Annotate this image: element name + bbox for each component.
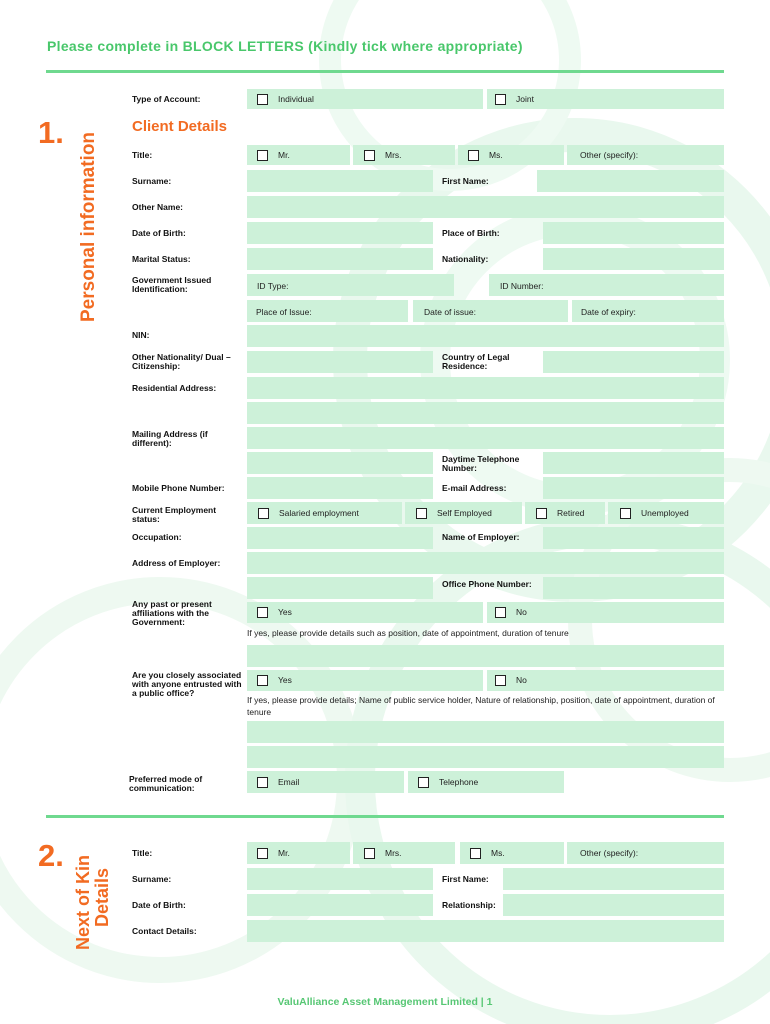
checkbox[interactable] bbox=[258, 508, 269, 519]
employment-retired[interactable]: Retired bbox=[536, 508, 584, 519]
nok-first-name-label: First Name: bbox=[442, 874, 489, 884]
first-name-field[interactable] bbox=[537, 170, 724, 192]
account-joint[interactable]: Joint bbox=[495, 94, 534, 105]
nok-title-mrs[interactable]: Mrs. bbox=[364, 848, 402, 859]
occupation-field[interactable] bbox=[247, 527, 433, 549]
daytime-phone-label: Daytime Telephone Number: bbox=[442, 454, 520, 473]
title-label: Title: bbox=[132, 150, 153, 160]
nok-relationship-label: Relationship: bbox=[442, 900, 496, 910]
public-office-details-field-1[interactable] bbox=[247, 721, 724, 743]
checkbox[interactable] bbox=[257, 607, 268, 618]
public-office-label: Are you closely associated with anyone entrusted with a public office? bbox=[132, 670, 242, 698]
employment-status-label: Current Employment status: bbox=[132, 505, 217, 524]
title-other-label: Other (specify): bbox=[580, 150, 639, 160]
employer-address-label: Address of Employer: bbox=[132, 558, 221, 568]
nin-field[interactable] bbox=[247, 325, 724, 347]
office-phone-field[interactable] bbox=[543, 577, 724, 599]
nok-title-other-label: Other (specify): bbox=[580, 848, 639, 858]
place-of-birth-field[interactable] bbox=[543, 222, 724, 244]
email-label: E-mail Address: bbox=[442, 483, 507, 493]
other-name-label: Other Name: bbox=[132, 202, 184, 212]
gov-affiliation-no[interactable]: No bbox=[495, 607, 527, 618]
gov-affiliation-yes[interactable]: Yes bbox=[257, 607, 292, 618]
other-nationality-field[interactable] bbox=[247, 351, 433, 373]
first-name-label: First Name: bbox=[442, 176, 489, 186]
checkbox[interactable] bbox=[257, 94, 268, 105]
date-of-expiry-label: Date of expiry: bbox=[581, 307, 636, 317]
employer-address-field[interactable] bbox=[247, 552, 724, 574]
gov-affiliation-note: If yes, please provide details such as position, date of appointment, duration of tenure bbox=[247, 628, 569, 638]
communication-label: Preferred mode of communication: bbox=[129, 774, 203, 793]
checkbox[interactable] bbox=[416, 508, 427, 519]
nok-title-label: Title: bbox=[132, 848, 153, 858]
gov-id-label: Government Issued Identification: bbox=[132, 275, 212, 294]
mobile-phone-field[interactable] bbox=[247, 477, 433, 499]
nin-label: NIN: bbox=[132, 330, 150, 340]
nok-title-ms[interactable]: Ms. bbox=[470, 848, 505, 859]
mailing-address-field-2[interactable] bbox=[247, 452, 433, 474]
mailing-address-field[interactable] bbox=[247, 427, 724, 449]
employer-address-field-2[interactable] bbox=[247, 577, 433, 599]
country-legal-residence-label: Country of Legal Residence: bbox=[442, 352, 510, 371]
country-legal-residence-field[interactable] bbox=[543, 351, 724, 373]
section-label-line-2: Details bbox=[92, 867, 112, 927]
nationality-label: Nationality: bbox=[442, 254, 489, 264]
checkbox[interactable] bbox=[495, 607, 506, 618]
public-office-yes[interactable]: Yes bbox=[257, 675, 292, 686]
mobile-phone-label: Mobile Phone Number: bbox=[132, 483, 225, 493]
account-individual[interactable]: Individual bbox=[257, 94, 314, 105]
checkbox[interactable] bbox=[364, 150, 375, 161]
marital-status-field[interactable] bbox=[247, 248, 433, 270]
section-label-next-of-kin bbox=[74, 855, 112, 950]
public-office-no[interactable]: No bbox=[495, 675, 527, 686]
nok-relationship-field[interactable] bbox=[503, 894, 724, 916]
nok-title-mr[interactable]: Mr. bbox=[257, 848, 290, 859]
dob-field[interactable] bbox=[247, 222, 433, 244]
surname-label: Surname: bbox=[132, 176, 172, 186]
checkbox[interactable] bbox=[257, 675, 268, 686]
title-mr[interactable]: Mr. bbox=[257, 150, 290, 161]
section-label-line-1: Next of Kin bbox=[73, 854, 93, 950]
nok-surname-label: Surname: bbox=[132, 874, 172, 884]
place-of-birth-label: Place of Birth: bbox=[442, 228, 500, 238]
checkbox[interactable] bbox=[257, 848, 268, 859]
marital-status-label: Marital Status: bbox=[132, 254, 191, 264]
residential-address-field-1[interactable] bbox=[247, 377, 724, 399]
email-field[interactable] bbox=[543, 477, 724, 499]
nationality-field[interactable] bbox=[543, 248, 724, 270]
checkbox[interactable] bbox=[495, 675, 506, 686]
nok-contact-field[interactable] bbox=[247, 920, 724, 942]
daytime-phone-field[interactable] bbox=[543, 452, 724, 474]
employment-salaried[interactable]: Salaried employment bbox=[258, 508, 359, 519]
residential-address-field-2[interactable] bbox=[247, 402, 724, 424]
form-instructions: Please complete in BLOCK LETTERS (Kindly tick where appropriate) bbox=[47, 38, 523, 54]
checkbox[interactable] bbox=[536, 508, 547, 519]
public-office-note: If yes, please provide details; Name of public service holder, Nature of relationship, position, date of appointment, duration of tenure bbox=[247, 695, 715, 717]
residential-address-label: Residential Address: bbox=[132, 383, 217, 393]
section-number-2: 2. bbox=[38, 838, 64, 873]
other-name-field[interactable] bbox=[247, 196, 724, 218]
id-type-label: ID Type: bbox=[257, 281, 289, 291]
employer-name-field[interactable] bbox=[543, 527, 724, 549]
title-ms[interactable]: Ms. bbox=[468, 150, 503, 161]
place-of-issue-label: Place of Issue: bbox=[256, 307, 312, 317]
dob-label: Date of Birth: bbox=[132, 228, 186, 238]
checkbox[interactable] bbox=[468, 150, 479, 161]
checkbox[interactable] bbox=[257, 777, 268, 788]
client-details-title: Client Details bbox=[132, 118, 228, 135]
section-number-1: 1. bbox=[38, 115, 64, 150]
checkbox[interactable] bbox=[418, 777, 429, 788]
date-of-issue-label: Date of issue: bbox=[424, 307, 476, 317]
nok-dob-field[interactable] bbox=[247, 894, 433, 916]
page-footer: ValuAlliance Asset Management Limited | 1 bbox=[277, 996, 493, 1008]
type-of-account-label: Type of Account: bbox=[132, 94, 201, 104]
section-label-personal-information: Personal information bbox=[78, 131, 99, 322]
nok-dob-label: Date of Birth: bbox=[132, 900, 186, 910]
checkbox[interactable] bbox=[495, 94, 506, 105]
id-number-label: ID Number: bbox=[500, 281, 544, 291]
communication-email[interactable]: Email bbox=[257, 777, 299, 788]
public-office-details-field-2[interactable] bbox=[247, 746, 724, 768]
checkbox[interactable] bbox=[620, 508, 631, 519]
checkbox[interactable] bbox=[470, 848, 481, 859]
employer-name-label: Name of Employer: bbox=[442, 532, 520, 542]
occupation-label: Occupation: bbox=[132, 532, 182, 542]
checkbox[interactable] bbox=[364, 848, 375, 859]
nok-contact-label: Contact Details: bbox=[132, 926, 197, 936]
gov-affiliation-details-field[interactable] bbox=[247, 645, 724, 667]
nok-first-name-field[interactable] bbox=[503, 868, 724, 890]
section-divider bbox=[46, 815, 724, 818]
communication-telephone[interactable]: Telephone bbox=[418, 777, 478, 788]
checkbox[interactable] bbox=[257, 150, 268, 161]
surname-field[interactable] bbox=[247, 170, 433, 192]
employment-self-employed[interactable]: Self Employed bbox=[416, 508, 492, 519]
other-nationality-label: Other Nationality/ Dual – Citizenship: bbox=[132, 352, 231, 371]
top-divider bbox=[46, 70, 724, 73]
mailing-address-label: Mailing Address (if different): bbox=[132, 429, 208, 448]
employment-unemployed[interactable]: Unemployed bbox=[620, 508, 689, 519]
office-phone-label: Office Phone Number: bbox=[442, 579, 532, 589]
gov-affiliation-label: Any past or present affiliations with the Government: bbox=[132, 599, 212, 627]
nok-surname-field[interactable] bbox=[247, 868, 433, 890]
title-mrs[interactable]: Mrs. bbox=[364, 150, 402, 161]
